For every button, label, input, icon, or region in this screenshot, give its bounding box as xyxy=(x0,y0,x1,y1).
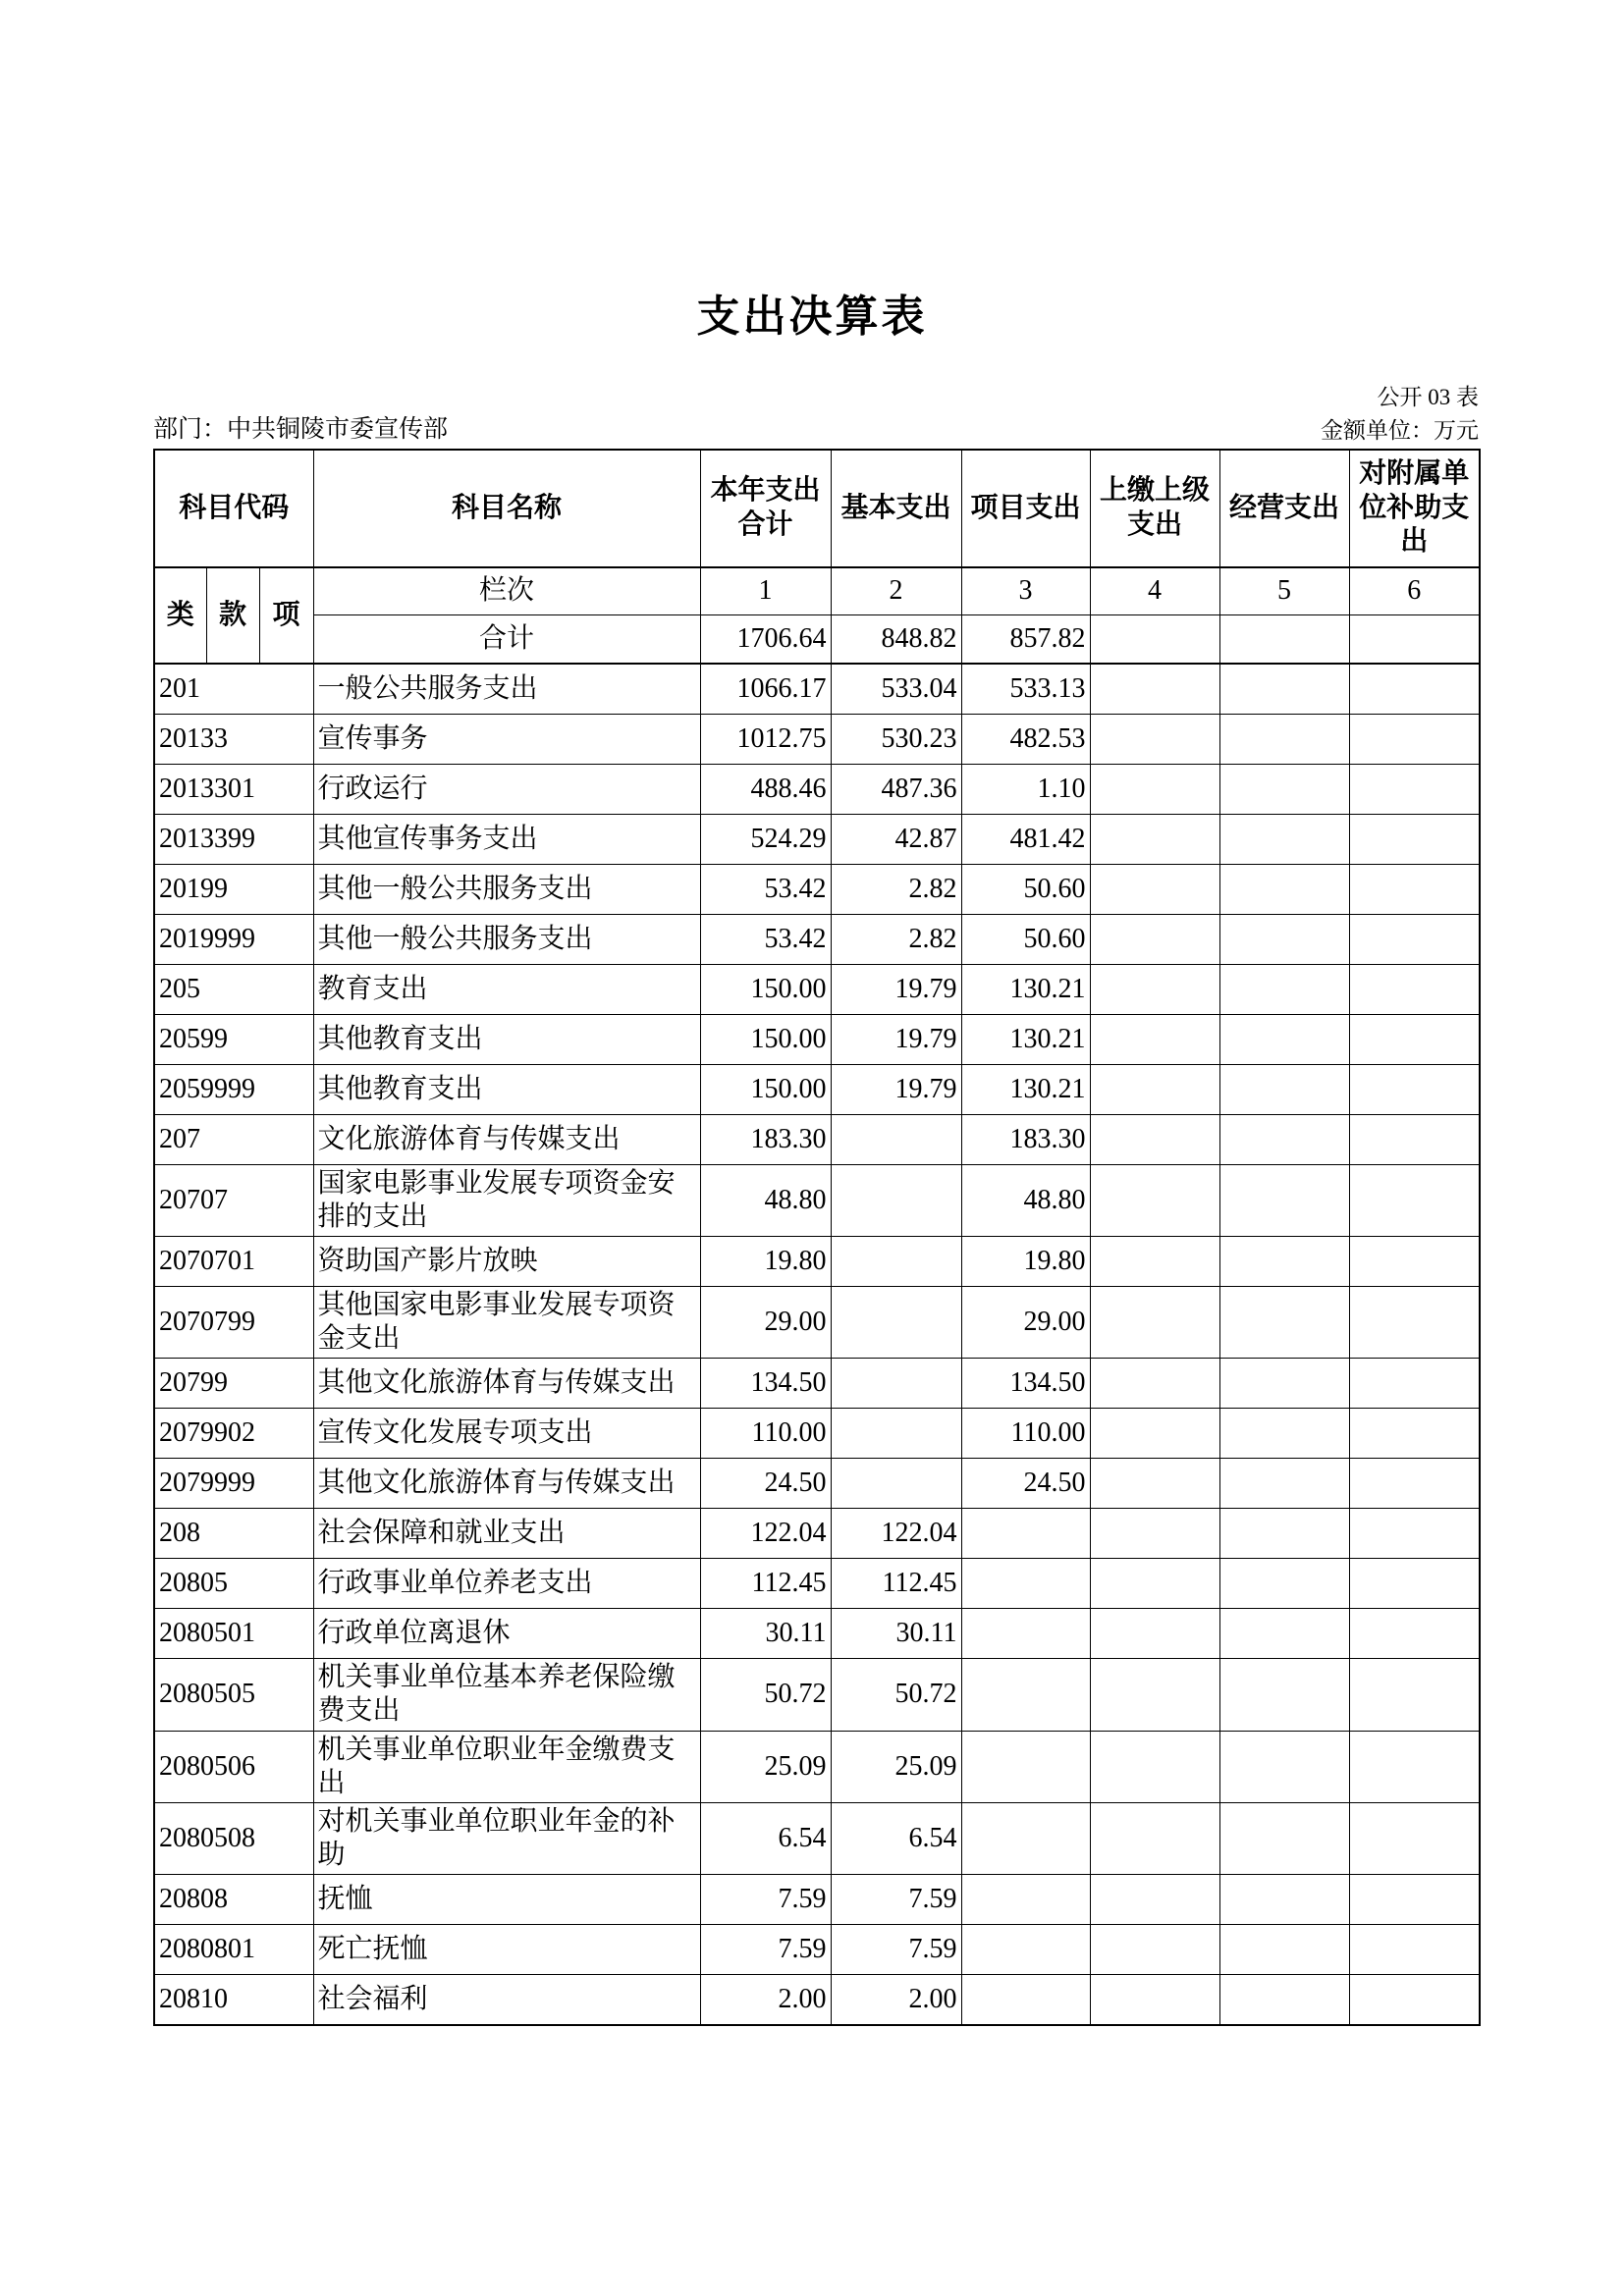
row-subject-name: 其他宣传事务支出 xyxy=(313,814,700,864)
row-value-6 xyxy=(1349,1409,1480,1459)
row-subject-name: 其他一般公共服务支出 xyxy=(313,864,700,914)
table-row xyxy=(154,1875,1480,1925)
row-subject-name: 资助国产影片放映 xyxy=(313,1236,700,1286)
row-value-6 xyxy=(1349,1509,1480,1559)
table-row xyxy=(154,1286,1480,1358)
table-row xyxy=(154,714,1480,764)
total-value-6 xyxy=(1349,614,1480,664)
table-total-row xyxy=(154,614,1480,664)
row-value-4 xyxy=(1090,764,1219,814)
row-value-4 xyxy=(1090,1802,1219,1874)
row-subject-code: 2013399 xyxy=(154,814,313,864)
row-value-5 xyxy=(1219,1659,1349,1731)
row-value-1: 6.54 xyxy=(700,1802,831,1874)
row-value-2: 19.79 xyxy=(831,1064,961,1114)
table-row xyxy=(154,664,1480,715)
row-value-1: 122.04 xyxy=(700,1509,831,1559)
row-value-5 xyxy=(1219,1609,1349,1659)
table-row xyxy=(154,964,1480,1014)
row-value-1: 48.80 xyxy=(700,1164,831,1236)
row-value-2 xyxy=(831,1359,961,1409)
table-body xyxy=(154,664,1480,2026)
row-value-5 xyxy=(1219,864,1349,914)
header-col-3: 项目支出 xyxy=(961,450,1090,567)
row-value-3: 481.42 xyxy=(961,814,1090,864)
row-value-1: 488.46 xyxy=(700,764,831,814)
lanci-number-5: 5 xyxy=(1219,567,1349,615)
row-value-2: 487.36 xyxy=(831,764,961,814)
row-subject-code: 2080501 xyxy=(154,1609,313,1659)
row-subject-code: 20199 xyxy=(154,864,313,914)
row-value-1: 150.00 xyxy=(700,964,831,1014)
row-value-6 xyxy=(1349,664,1480,715)
row-value-2: 25.09 xyxy=(831,1731,961,1802)
row-subject-name: 社会保障和就业支出 xyxy=(313,1509,700,1559)
lanci-label: 栏次 xyxy=(313,567,700,615)
table-row xyxy=(154,914,1480,964)
row-value-6 xyxy=(1349,1286,1480,1358)
table-row xyxy=(154,1164,1480,1236)
row-value-2: 112.45 xyxy=(831,1559,961,1609)
row-subject-name: 其他教育支出 xyxy=(313,1064,700,1114)
row-value-6 xyxy=(1349,1114,1480,1164)
row-value-4 xyxy=(1090,864,1219,914)
table-row xyxy=(154,1064,1480,1114)
row-value-2: 2.00 xyxy=(831,1975,961,2026)
row-subject-code: 2080505 xyxy=(154,1659,313,1731)
row-value-1: 19.80 xyxy=(700,1236,831,1286)
header-col-4: 上缴上级支出 xyxy=(1090,450,1219,567)
row-subject-code: 205 xyxy=(154,964,313,1014)
row-value-3 xyxy=(961,1925,1090,1975)
row-value-2: 530.23 xyxy=(831,714,961,764)
row-value-1: 50.72 xyxy=(700,1659,831,1731)
table-row xyxy=(154,1359,1480,1409)
row-subject-code: 20810 xyxy=(154,1975,313,2026)
row-subject-code: 207 xyxy=(154,1114,313,1164)
row-value-4 xyxy=(1090,714,1219,764)
row-value-3: 48.80 xyxy=(961,1164,1090,1236)
header-col-6: 对附属单位补助支出 xyxy=(1349,450,1480,567)
row-subject-name: 宣传文化发展专项支出 xyxy=(313,1409,700,1459)
lanci-number-2: 2 xyxy=(831,567,961,615)
row-value-6 xyxy=(1349,864,1480,914)
row-subject-name: 宣传事务 xyxy=(313,714,700,764)
table-row xyxy=(154,1014,1480,1064)
table-row xyxy=(154,814,1480,864)
row-value-6 xyxy=(1349,764,1480,814)
row-value-6 xyxy=(1349,1164,1480,1236)
row-value-3 xyxy=(961,1731,1090,1802)
form-code-label: 公开 03 表 xyxy=(1377,384,1479,409)
row-value-1: 7.59 xyxy=(700,1925,831,1975)
row-value-5 xyxy=(1219,964,1349,1014)
row-subject-code: 208 xyxy=(154,1509,313,1559)
row-value-6 xyxy=(1349,1609,1480,1659)
row-value-4 xyxy=(1090,1659,1219,1731)
row-value-2 xyxy=(831,1164,961,1236)
row-subject-code: 20799 xyxy=(154,1359,313,1409)
header-col-1: 本年支出合计 xyxy=(700,450,831,567)
table-row xyxy=(154,1975,1480,2026)
row-subject-code: 20599 xyxy=(154,1014,313,1064)
row-value-6 xyxy=(1349,1925,1480,1975)
row-value-4 xyxy=(1090,1409,1219,1459)
table-row xyxy=(154,764,1480,814)
row-value-4 xyxy=(1090,1975,1219,2026)
row-subject-code: 2079999 xyxy=(154,1459,313,1509)
row-value-6 xyxy=(1349,1014,1480,1064)
row-value-5 xyxy=(1219,1559,1349,1609)
row-value-6 xyxy=(1349,914,1480,964)
row-value-5 xyxy=(1219,1064,1349,1114)
row-value-6 xyxy=(1349,1975,1480,2026)
row-value-3 xyxy=(961,1659,1090,1731)
row-subject-code: 2013301 xyxy=(154,764,313,814)
row-value-2: 30.11 xyxy=(831,1609,961,1659)
row-value-5 xyxy=(1219,764,1349,814)
row-value-4 xyxy=(1090,1236,1219,1286)
row-value-2: 2.82 xyxy=(831,864,961,914)
row-value-1: 25.09 xyxy=(700,1731,831,1802)
table-row xyxy=(154,1509,1480,1559)
row-subject-name: 抚恤 xyxy=(313,1875,700,1925)
row-subject-name: 其他一般公共服务支出 xyxy=(313,914,700,964)
row-value-1: 112.45 xyxy=(700,1559,831,1609)
row-subject-code: 20133 xyxy=(154,714,313,764)
row-value-5 xyxy=(1219,664,1349,715)
row-value-3: 482.53 xyxy=(961,714,1090,764)
row-value-3: 50.60 xyxy=(961,864,1090,914)
row-value-4 xyxy=(1090,1286,1219,1358)
table-row xyxy=(154,1609,1480,1659)
row-value-1: 524.29 xyxy=(700,814,831,864)
row-subject-name: 国家电影事业发展专项资金安排的支出 xyxy=(313,1164,700,1236)
row-value-2: 7.59 xyxy=(831,1875,961,1925)
row-value-6 xyxy=(1349,1359,1480,1409)
row-value-1: 150.00 xyxy=(700,1014,831,1064)
row-value-5 xyxy=(1219,714,1349,764)
total-value-4 xyxy=(1090,614,1219,664)
row-value-1: 29.00 xyxy=(700,1286,831,1358)
header-col-5: 经营支出 xyxy=(1219,450,1349,567)
row-value-3: 130.21 xyxy=(961,964,1090,1014)
table-row xyxy=(154,1925,1480,1975)
row-subject-code: 2080506 xyxy=(154,1731,313,1802)
row-value-5 xyxy=(1219,1164,1349,1236)
header-code-section: 款 xyxy=(206,567,259,664)
row-value-1: 110.00 xyxy=(700,1409,831,1459)
row-value-2 xyxy=(831,1409,961,1459)
row-value-5 xyxy=(1219,1731,1349,1802)
row-value-4 xyxy=(1090,664,1219,715)
row-value-6 xyxy=(1349,964,1480,1014)
row-value-1: 134.50 xyxy=(700,1359,831,1409)
row-value-3: 24.50 xyxy=(961,1459,1090,1509)
row-value-6 xyxy=(1349,1064,1480,1114)
row-subject-name: 对机关事业单位职业年金的补助 xyxy=(313,1802,700,1874)
row-value-3: 130.21 xyxy=(961,1064,1090,1114)
table-row xyxy=(154,1409,1480,1459)
row-value-2: 50.72 xyxy=(831,1659,961,1731)
row-value-1: 183.30 xyxy=(700,1114,831,1164)
row-value-5 xyxy=(1219,1014,1349,1064)
header-subject-code: 科目代码 xyxy=(154,450,313,567)
row-value-6 xyxy=(1349,1875,1480,1925)
row-subject-code: 2070701 xyxy=(154,1236,313,1286)
row-subject-code: 20805 xyxy=(154,1559,313,1609)
total-value-2: 848.82 xyxy=(831,614,961,664)
row-value-3: 130.21 xyxy=(961,1014,1090,1064)
total-value-3: 857.82 xyxy=(961,614,1090,664)
row-value-4 xyxy=(1090,1114,1219,1164)
row-value-1: 150.00 xyxy=(700,1064,831,1114)
row-value-6 xyxy=(1349,714,1480,764)
total-value-5 xyxy=(1219,614,1349,664)
row-value-4 xyxy=(1090,1064,1219,1114)
row-value-5 xyxy=(1219,1459,1349,1509)
table-lanci-row xyxy=(154,567,1480,615)
table-row xyxy=(154,1659,1480,1731)
row-value-2 xyxy=(831,1459,961,1509)
row-subject-code: 201 xyxy=(154,664,313,715)
row-value-2 xyxy=(831,1286,961,1358)
row-value-2 xyxy=(831,1114,961,1164)
table-row xyxy=(154,1236,1480,1286)
row-value-1: 1012.75 xyxy=(700,714,831,764)
row-value-5 xyxy=(1219,1875,1349,1925)
row-value-5 xyxy=(1219,1509,1349,1559)
row-value-5 xyxy=(1219,1286,1349,1358)
meta-row xyxy=(153,416,1479,444)
row-value-5 xyxy=(1219,1975,1349,2026)
row-value-3: 533.13 xyxy=(961,664,1090,715)
row-value-5 xyxy=(1219,1409,1349,1459)
row-value-5 xyxy=(1219,814,1349,864)
row-subject-name: 其他文化旅游体育与传媒支出 xyxy=(313,1359,700,1409)
row-value-3: 183.30 xyxy=(961,1114,1090,1164)
row-value-5 xyxy=(1219,1236,1349,1286)
row-subject-code: 20707 xyxy=(154,1164,313,1236)
row-value-3 xyxy=(961,1609,1090,1659)
row-value-1: 30.11 xyxy=(700,1609,831,1659)
row-subject-name: 文化旅游体育与传媒支出 xyxy=(313,1114,700,1164)
row-value-3 xyxy=(961,1559,1090,1609)
row-value-3: 1.10 xyxy=(961,764,1090,814)
row-value-3: 110.00 xyxy=(961,1409,1090,1459)
lanci-number-6: 6 xyxy=(1349,567,1480,615)
row-value-3 xyxy=(961,1975,1090,2026)
row-value-4 xyxy=(1090,1609,1219,1659)
row-value-5 xyxy=(1219,1925,1349,1975)
row-value-4 xyxy=(1090,1731,1219,1802)
row-value-3 xyxy=(961,1802,1090,1874)
row-value-6 xyxy=(1349,1731,1480,1802)
row-value-1: 2.00 xyxy=(700,1975,831,2026)
row-subject-name: 死亡抚恤 xyxy=(313,1925,700,1975)
row-value-6 xyxy=(1349,1236,1480,1286)
row-subject-code: 2070799 xyxy=(154,1286,313,1358)
row-subject-name: 机关事业单位职业年金缴费支出 xyxy=(313,1731,700,1802)
row-value-6 xyxy=(1349,1559,1480,1609)
row-value-2: 42.87 xyxy=(831,814,961,864)
row-value-2: 6.54 xyxy=(831,1802,961,1874)
table-header-row xyxy=(154,450,1480,567)
row-value-4 xyxy=(1090,1164,1219,1236)
row-value-5 xyxy=(1219,1359,1349,1409)
content-container xyxy=(153,385,1479,2026)
row-value-2: 533.04 xyxy=(831,664,961,715)
lanci-number-4: 4 xyxy=(1090,567,1219,615)
row-value-4 xyxy=(1090,1559,1219,1609)
row-value-5 xyxy=(1219,1802,1349,1874)
row-value-3: 50.60 xyxy=(961,914,1090,964)
row-subject-code: 2079902 xyxy=(154,1409,313,1459)
row-value-4 xyxy=(1090,964,1219,1014)
row-value-2: 19.79 xyxy=(831,1014,961,1064)
row-value-5 xyxy=(1219,1114,1349,1164)
table-row xyxy=(154,1731,1480,1802)
row-value-2: 19.79 xyxy=(831,964,961,1014)
row-value-3 xyxy=(961,1509,1090,1559)
row-value-2 xyxy=(831,1236,961,1286)
row-value-1: 53.42 xyxy=(700,914,831,964)
lanci-number-1: 1 xyxy=(700,567,831,615)
expenditure-table xyxy=(153,449,1481,2027)
table-row xyxy=(154,1802,1480,1874)
row-value-1: 1066.17 xyxy=(700,664,831,715)
row-value-4 xyxy=(1090,1875,1219,1925)
row-value-3: 134.50 xyxy=(961,1359,1090,1409)
row-subject-name: 行政运行 xyxy=(313,764,700,814)
row-value-2: 2.82 xyxy=(831,914,961,964)
table-row xyxy=(154,1114,1480,1164)
row-subject-name: 行政事业单位养老支出 xyxy=(313,1559,700,1609)
header-subject-name: 科目名称 xyxy=(313,450,700,567)
row-subject-name: 教育支出 xyxy=(313,964,700,1014)
table-row xyxy=(154,1559,1480,1609)
amount-unit-label: 金额单位：万元 xyxy=(1321,418,1479,444)
row-value-4 xyxy=(1090,1925,1219,1975)
row-value-6 xyxy=(1349,1802,1480,1874)
row-subject-name: 其他文化旅游体育与传媒支出 xyxy=(313,1459,700,1509)
row-subject-name: 其他教育支出 xyxy=(313,1014,700,1064)
row-value-3 xyxy=(961,1875,1090,1925)
row-value-2: 122.04 xyxy=(831,1509,961,1559)
row-value-4 xyxy=(1090,1509,1219,1559)
table-row xyxy=(154,1459,1480,1509)
row-value-4 xyxy=(1090,814,1219,864)
row-value-6 xyxy=(1349,1659,1480,1731)
page-title: 支出决算表 xyxy=(696,293,928,341)
row-subject-code: 2059999 xyxy=(154,1064,313,1114)
total-value-1: 1706.64 xyxy=(700,614,831,664)
row-subject-name: 一般公共服务支出 xyxy=(313,664,700,715)
row-value-1: 53.42 xyxy=(700,864,831,914)
row-subject-name: 社会福利 xyxy=(313,1975,700,2026)
row-subject-code: 2019999 xyxy=(154,914,313,964)
total-label: 合计 xyxy=(313,614,700,664)
row-subject-code: 2080508 xyxy=(154,1802,313,1874)
row-value-6 xyxy=(1349,1459,1480,1509)
row-subject-name: 其他国家电影事业发展专项资金支出 xyxy=(313,1286,700,1358)
row-value-3: 19.80 xyxy=(961,1236,1090,1286)
row-value-1: 24.50 xyxy=(700,1459,831,1509)
row-value-1: 7.59 xyxy=(700,1875,831,1925)
header-col-2: 基本支出 xyxy=(831,450,961,567)
row-value-4 xyxy=(1090,1359,1219,1409)
table-row xyxy=(154,864,1480,914)
row-value-5 xyxy=(1219,914,1349,964)
row-subject-name: 机关事业单位基本养老保险缴费支出 xyxy=(313,1659,700,1731)
row-subject-code: 20808 xyxy=(154,1875,313,1925)
row-value-6 xyxy=(1349,814,1480,864)
row-value-4 xyxy=(1090,914,1219,964)
header-code-class: 类 xyxy=(154,567,206,664)
row-value-4 xyxy=(1090,1014,1219,1064)
row-subject-code: 2080801 xyxy=(154,1925,313,1975)
row-value-4 xyxy=(1090,1459,1219,1509)
lanci-number-3: 3 xyxy=(961,567,1090,615)
department-label: 部门：中共铜陵市委宣传部 xyxy=(153,416,449,444)
row-value-2: 7.59 xyxy=(831,1925,961,1975)
row-subject-name: 行政单位离退休 xyxy=(313,1609,700,1659)
header-code-item: 项 xyxy=(259,567,313,664)
row-value-3: 29.00 xyxy=(961,1286,1090,1358)
